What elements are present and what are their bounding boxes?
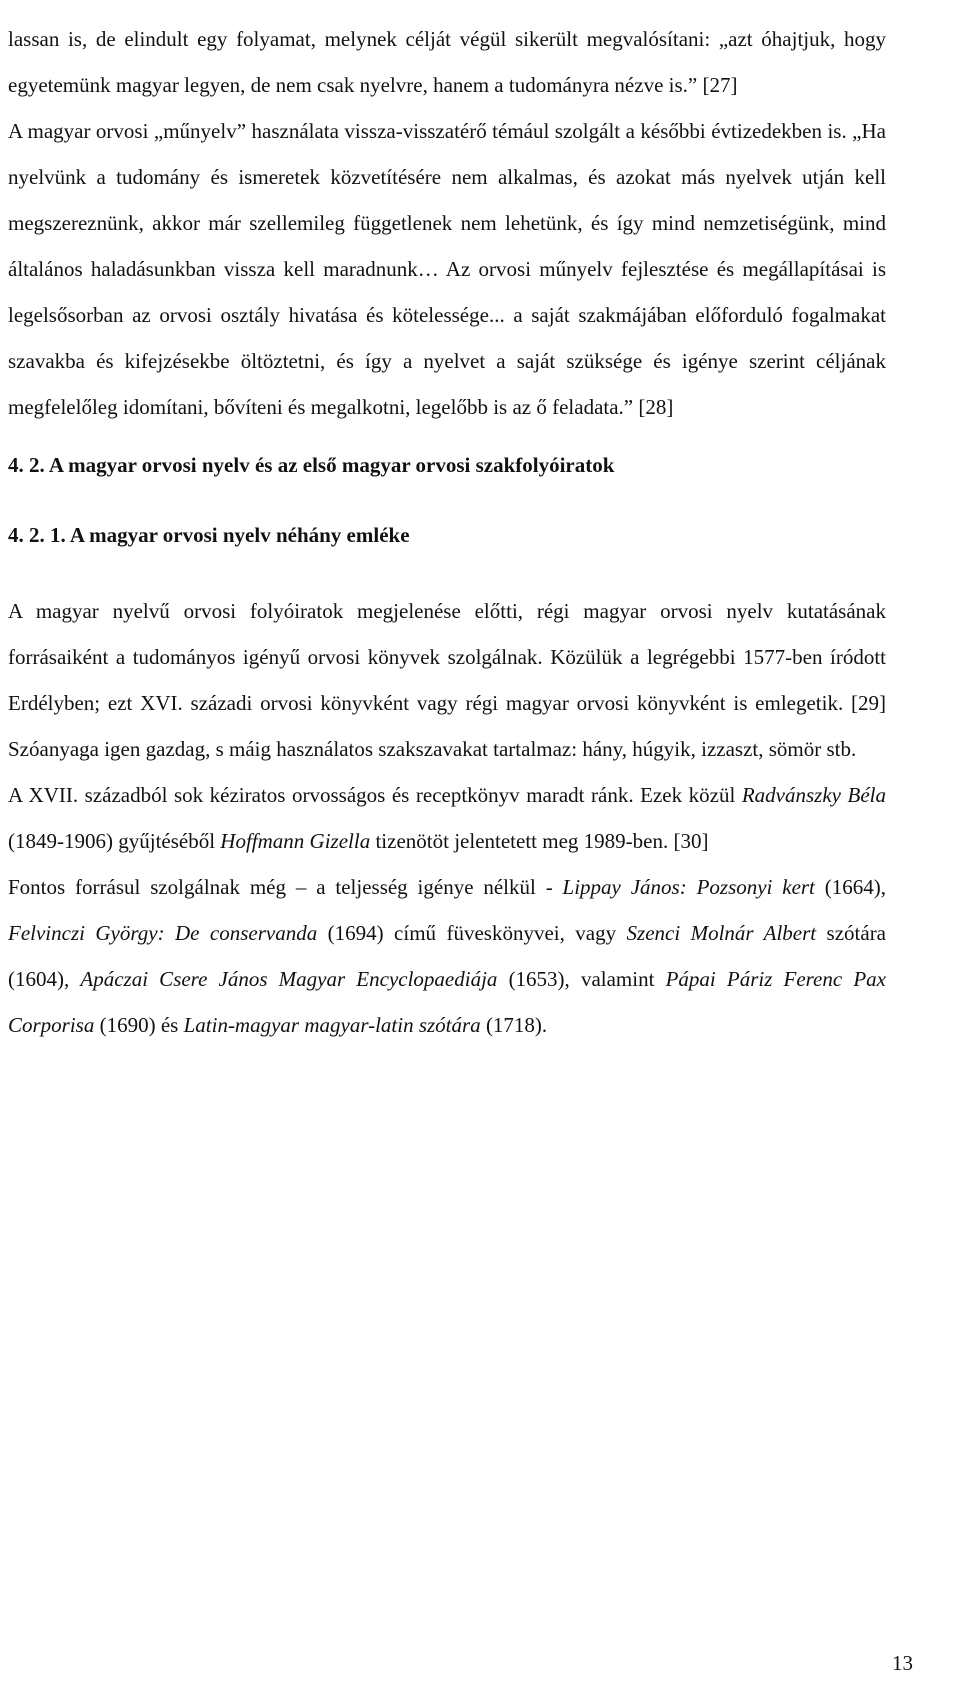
- page-number: 13: [892, 1651, 913, 1675]
- italic-title-felvinczi: Felvinczi György: De conservanda: [8, 921, 318, 945]
- paragraph-fontos-forrasok: [8, 864, 886, 1048]
- italic-name-radvanszky: Radvánszky Béla: [741, 783, 886, 807]
- paragraph-xvii-szazad: [8, 772, 886, 864]
- italic-title-szotar: Latin-magyar magyar-latin szótára: [183, 1013, 481, 1037]
- document-page: [8, 0, 886, 1048]
- text-run: (1653), valamint: [497, 967, 666, 991]
- text-run: (1664),: [814, 875, 886, 899]
- text-run: (1694) című füveskönyvei, vagy: [317, 921, 627, 945]
- italic-name-szenci: Szenci Molnár Albert: [626, 921, 817, 945]
- text-run: (1849-1906) gyűjtéséből: [8, 829, 221, 853]
- italic-title-apaczai: Apáczai Csere János Magyar Encyclopaediája: [80, 967, 498, 991]
- text-run: szótára (1604),: [8, 921, 887, 991]
- text-run: A XVII. századból sok kéziratos orvosságos és receptkönyv maradt ránk. Ezek közül: [8, 783, 742, 807]
- text-run: (1718).: [480, 1013, 548, 1037]
- italic-title-papai-pariz: Pápai Páriz Ferenc Pax Corporisa: [8, 967, 886, 1037]
- italic-title-lippay: Lippay János: Pozsonyi kert: [562, 875, 815, 899]
- paragraph-orvosi-munyelv: A magyar orvosi „műnyelv” használata vissza-visszatérő témául szolgált a későbbi évtizedekben is. „Ha nyelvünk a tudomány és ismeretek közvetítésére nem alkalmas, és azokat más nyelvek utján kell megszereznünk, akkor már szellemileg függetlenek nem lehetünk, és így mind nemzetiségünk, mind általános haladásunkban vissza kell maradnunk… Az orvosi műnyelv fejlesztése és megállapításai is legelsősorban az orvosi osztály hivatása és kötelessége... a saját szakmájában előforduló fogalmakat szavakba és kifejzésekbe öltöztetni, és így a nyelvet a saját szüksége és igénye szerint céljának megfelelőleg idomítani, bővíteni és megalkotni, legelőbb is az ő feladata.” [28]: [8, 119, 886, 419]
- text-run: tizenötöt jelentetett meg 1989-ben. [30]: [370, 829, 709, 853]
- text-run: Fontos forrásul szolgálnak még – a teljesség igénye nélkül -: [8, 875, 563, 899]
- paragraph-regi-orvosi-nyelv: A magyar nyelvű orvosi folyóiratok megjelenése előtti, régi magyar orvosi nyelv kutatásának forrásaiként a tudományos igényű orvosi könyvek szolgálnak. Közülük a legrégebbi 1577-ben íródott Erdélyben; ezt XVI. századi orvosi könyvként vagy régi magyar orvosi könyvként is emlegetik. [29] Szóanyaga igen gazdag, s máig használatos szakszavakat tartalmaz: hány, húgyik, izzaszt, sömör stb.: [8, 599, 886, 761]
- paragraph-intro-continuation: lassan is, de elindult egy folyamat, melynek célját végül sikerült megvalósítani: „azt óhajtjuk, hogy egyetemünk magyar legyen, de nem csak nyelvre, hanem a tudományra nézve is.” [27]: [8, 27, 886, 97]
- section-heading: 4. 2. A magyar orvosi nyelv és az első magyar orvosi szakfolyóiratok: [8, 453, 615, 477]
- text-run: (1690) és: [94, 1013, 184, 1037]
- italic-name-hoffmann: Hoffmann Gizella: [220, 829, 371, 853]
- subsection-heading: 4. 2. 1. A magyar orvosi nyelv néhány emléke: [8, 523, 410, 547]
